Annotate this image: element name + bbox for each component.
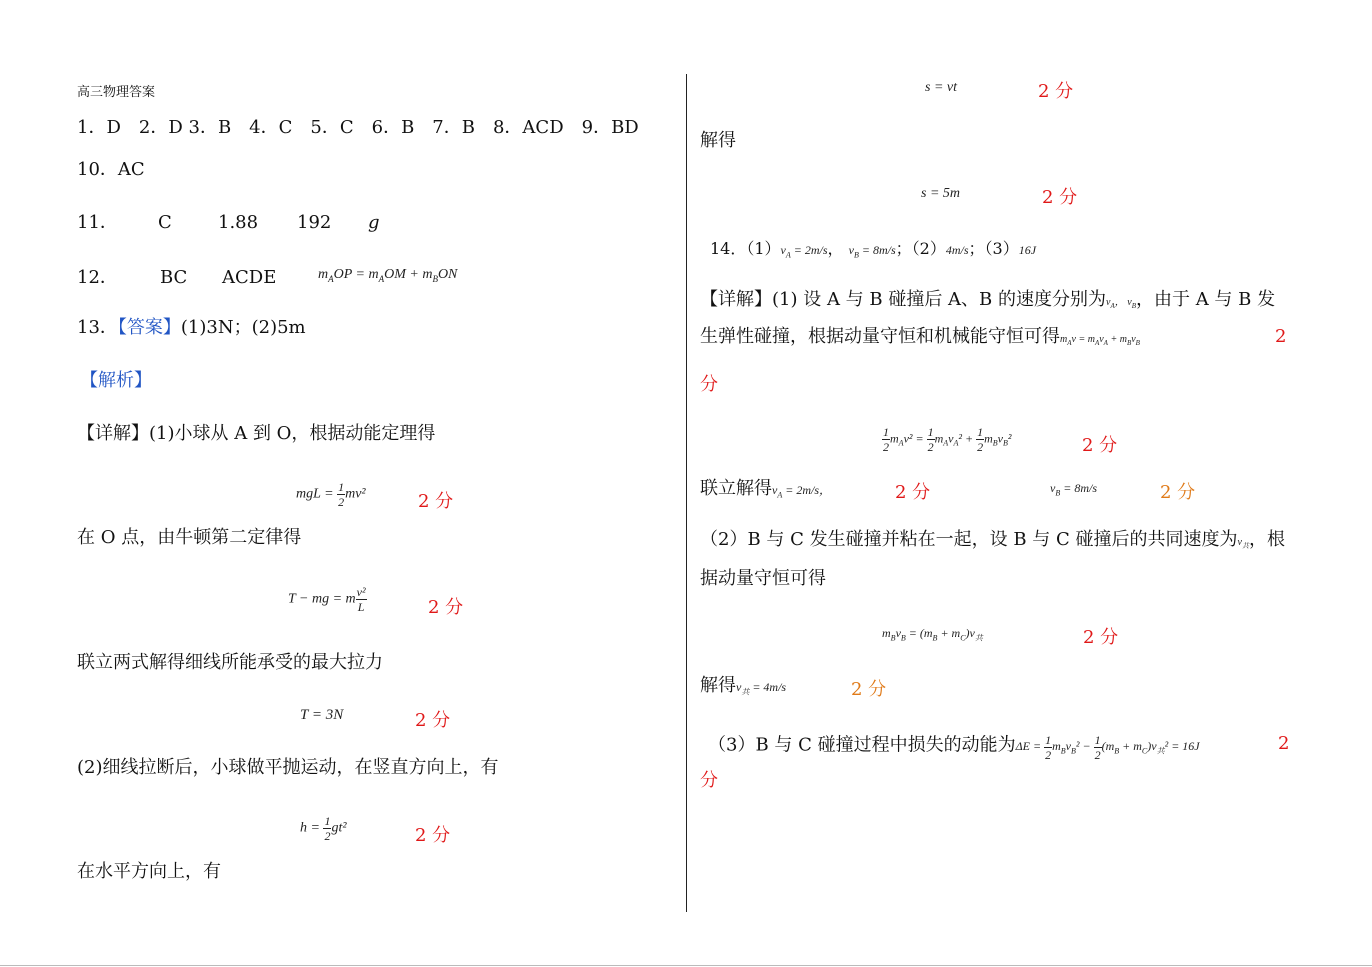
equation-vB-result: $v_B = 8m/s$ — [1050, 481, 1097, 498]
page-bottom-border — [0, 965, 1372, 966]
text-horizontal: 在水平方向上，有 — [77, 861, 221, 882]
equation-s-vt: s = vt — [925, 80, 957, 95]
column-divider — [686, 74, 687, 912]
q13-number: 13． — [77, 317, 118, 338]
score-mark: 2 分 — [851, 679, 887, 700]
q14-v2: 4m/s — [945, 243, 969, 257]
q11-answer-3: 192 — [297, 212, 332, 233]
text-combine: 联立两式解得细线所能承受的最大拉力 — [77, 652, 383, 673]
equation-newton: T − mg = m $\frac{\text{v²}}{L}$ — [288, 585, 366, 614]
q14-head: 14．（1） — [710, 239, 781, 258]
text-solve-14: 解得$v_共 = 4m/s$ — [700, 675, 787, 697]
score-mark: 2 分 — [428, 597, 464, 618]
score-mark: 2 分 — [1042, 187, 1078, 208]
score-mark: 2 分 — [1038, 81, 1074, 102]
detail-14-part-2-line-1: （2）B 与 C 发生碰撞并粘在一起，设 B 与 C 碰撞后的共同速度为$v_共$，根 — [700, 529, 1285, 550]
equation-tension: T = 3N — [300, 707, 344, 723]
equation-bc-momentum: $m_Bv_B = (m_B + m_C)v_共$ — [882, 626, 983, 643]
detail-part-1: 【详解】(1)小球从 A 到 O，根据动能定理得 — [77, 423, 436, 444]
q11-answer-4: g — [368, 212, 380, 233]
q12-answer-1: BC — [160, 267, 188, 288]
q13-answer: (1)3N；(2)5m — [180, 317, 306, 338]
q14-energy: 16J — [1018, 243, 1037, 257]
q12-number: 12． — [77, 267, 118, 288]
q11-answer-2: 1.88 — [218, 212, 259, 233]
page-title: 高三物理答案 — [77, 85, 156, 100]
equation-s-5m: s = 5m — [921, 186, 961, 201]
detail-14-line-2: 生弹性碰撞，根据动量守恒和机械能守恒可得$m_Av = m_Av_A + m_Bv_B$ — [700, 326, 1140, 347]
detail-14-part-2-line-2: 据动量守恒可得 — [700, 568, 826, 589]
score-unit: 分 — [700, 374, 718, 395]
score-mark: 2 分 — [415, 710, 451, 731]
mc-answers-line-2: 10．AC — [77, 159, 145, 180]
text-solve: 解得 — [700, 130, 736, 151]
equation-energy: mgL = $\frac{1}{2}$ mv² — [296, 480, 366, 509]
score-number: 2 — [1275, 326, 1287, 347]
score-mark: 2 分 — [1160, 482, 1196, 503]
q13-answer-line — [77, 317, 306, 339]
mc-answers-line-1: 1．D 2．D 3．B 4．C 5．C 6．B 7．B 8．ACD 9．BD — [77, 117, 639, 138]
q12-answer-2: ACDE — [222, 267, 277, 288]
score-mark: 2 分 — [1082, 435, 1118, 456]
q14-vB: $v_B = 8m/s$ — [848, 243, 896, 260]
score-number: 2 — [1278, 733, 1290, 754]
q12-equation: $m_AOP = m_AOM + m_BON$ — [318, 267, 458, 284]
q14-answer-line: 14．$(1)v_A = 2m/s$， $v_B = 8m/s$；（2）4m/s；（3）16J — [710, 239, 1037, 260]
score-unit: 分 — [700, 770, 718, 791]
q11-answer-1: C — [158, 212, 172, 233]
equation-energy-14: $\frac{1}{2}$ $m_Av^2$ = $\frac{1}{2}$ $m_Av_A^2$ + $\frac{1}{2}$ $m_Bv_B^2$ — [883, 425, 1012, 454]
q11-number: 11． — [77, 212, 118, 233]
q14-vA: $v_A = 2m/s$ — [780, 243, 828, 260]
equation-height: h = $\frac{1}{2}$ gt² — [300, 814, 347, 843]
score-mark: 2 分 — [1083, 627, 1119, 648]
q13-answer-tag: 【答案】 — [117, 317, 181, 338]
score-mark: 2 分 — [415, 825, 451, 846]
analysis-tag: 【解析】 — [80, 370, 152, 391]
score-mark: 2 分 — [895, 482, 931, 503]
text-part-2: (2)细线拉断后，小球做平抛运动，在竖直方向上，有 — [77, 757, 499, 778]
score-mark: 2 分 — [418, 491, 454, 512]
text-o-point: 在 O 点，由牛顿第二定律得 — [77, 527, 302, 548]
detail-14-part-3: （3）B 与 C 碰撞过程中损失的动能为ΔE = $\frac{1}{2}$ $m_Bv_B^2$ − $\frac{1}{2}$ $(m_B + m_C)v_共^2 = 16J$ — [708, 733, 1200, 762]
detail-14-line-1: 【详解】(1) 设 A 与 B 碰撞后 A、B 的速度分别为$v_A$， $v_B$，由于 A 与 B 发 — [700, 289, 1276, 310]
text-combine-14: 联立解得$v_A = 2m/s$， — [700, 478, 831, 500]
